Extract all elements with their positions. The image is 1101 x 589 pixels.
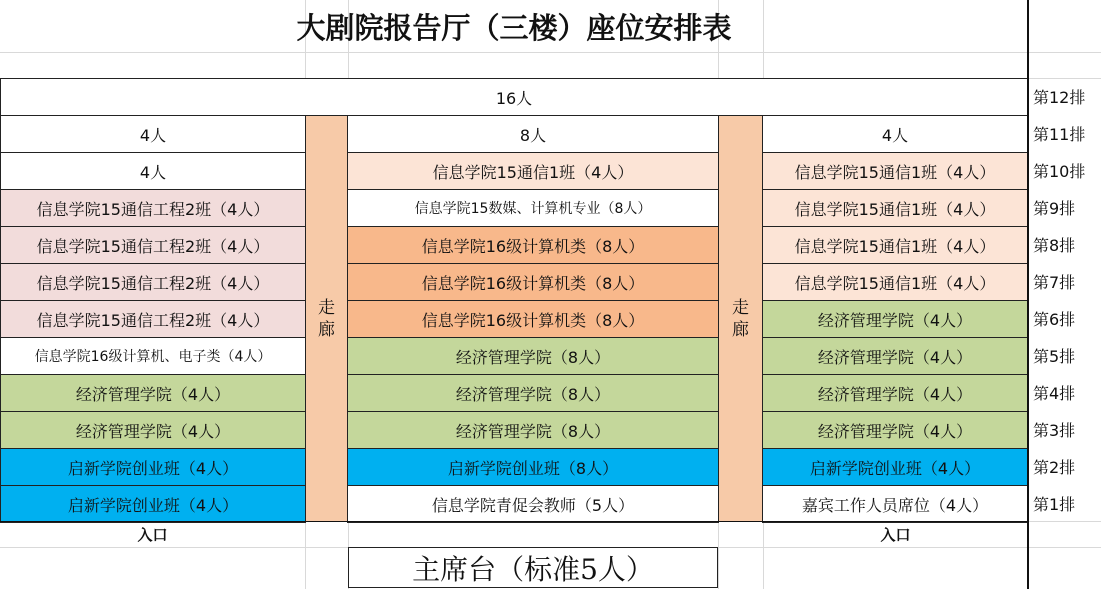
row-label: 第12排 [1033, 87, 1086, 107]
middle-seat-cell: 信息学院15通信1班（4人） [347, 152, 719, 190]
left-seat-cell: 启新学院创业班（4人） [0, 448, 306, 486]
right-seat-cell: 4人 [762, 115, 1028, 153]
middle-seat-cell: 信息学院16级计算机类（8人） [347, 226, 719, 264]
row-label: 第9排 [1033, 198, 1076, 218]
middle-seat-cell: 经济管理学院（8人） [347, 374, 719, 412]
row-label: 第7排 [1033, 272, 1076, 292]
row-label: 第3排 [1033, 420, 1076, 440]
page-title: 大剧院报告厅（三楼）座位安排表 [296, 10, 732, 45]
row-label: 第6排 [1033, 309, 1076, 329]
row-label: 第4排 [1033, 383, 1076, 403]
middle-seat-cell: 信息学院16级计算机类（8人） [347, 300, 719, 338]
left-seat-cell: 启新学院创业班（4人） [0, 485, 306, 523]
right-entrance: 入口 [880, 525, 911, 544]
left-seat-cell: 信息学院16级计算机、电子类（4人） [0, 337, 306, 375]
right-aisle [718, 115, 763, 522]
row-label: 第5排 [1033, 346, 1076, 366]
left-seat-cell: 信息学院15通信工程2班（4人） [0, 263, 306, 301]
right-seat-cell: 经济管理学院（4人） [762, 300, 1028, 338]
right-seat-cell: 信息学院15通信1班（4人） [762, 263, 1028, 301]
left-seat-cell: 信息学院15通信工程2班（4人） [0, 226, 306, 264]
right-seat-cell: 经济管理学院（4人） [762, 337, 1028, 375]
right-seat-cell: 信息学院15通信1班（4人） [762, 152, 1028, 190]
row-label: 第8排 [1033, 235, 1076, 255]
middle-seat-cell: 经济管理学院（8人） [347, 411, 719, 449]
right-seat-cell: 信息学院15通信1班（4人） [762, 226, 1028, 264]
row12-seats: 16人 [0, 78, 1028, 116]
left-seat-cell: 经济管理学院（4人） [0, 374, 306, 412]
row-label: 第2排 [1033, 457, 1076, 477]
middle-seat-cell: 启新学院创业班（8人） [347, 448, 719, 486]
middle-seat-cell: 信息学院15数媒、计算机专业（8人） [347, 189, 719, 227]
right-seat-cell: 经济管理学院（4人） [762, 374, 1028, 412]
left-aisle [305, 115, 348, 522]
gridline [0, 52, 1101, 53]
middle-seat-cell: 信息学院16级计算机类（8人） [347, 263, 719, 301]
row-label: 第10排 [1033, 161, 1086, 181]
row-label: 第11排 [1033, 124, 1086, 144]
left-seat-cell: 4人 [0, 115, 306, 153]
left-seat-cell: 信息学院15通信工程2班（4人） [0, 300, 306, 338]
middle-seat-cell: 经济管理学院（8人） [347, 337, 719, 375]
middle-seat-cell: 8人 [347, 115, 719, 153]
podium: 主席台（标准5人） [348, 547, 718, 588]
right-seat-cell: 启新学院创业班（4人） [762, 448, 1028, 486]
left-seat-cell: 4人 [0, 152, 306, 190]
left-entrance: 入口 [137, 525, 168, 544]
right-seat-cell: 信息学院15通信1班（4人） [762, 189, 1028, 227]
column-divider [1027, 0, 1029, 589]
row-label: 第1排 [1033, 494, 1076, 514]
left-seat-cell: 信息学院15通信工程2班（4人） [0, 189, 306, 227]
right-seat-cell: 经济管理学院（4人） [762, 411, 1028, 449]
left-seat-cell: 经济管理学院（4人） [0, 411, 306, 449]
left-aisle-label: 走 廊 [318, 297, 335, 340]
right-aisle-label: 走 廊 [732, 297, 749, 340]
right-seat-cell: 嘉宾工作人员席位（4人） [762, 485, 1028, 523]
middle-seat-cell: 信息学院青促会教师（5人） [347, 485, 719, 523]
